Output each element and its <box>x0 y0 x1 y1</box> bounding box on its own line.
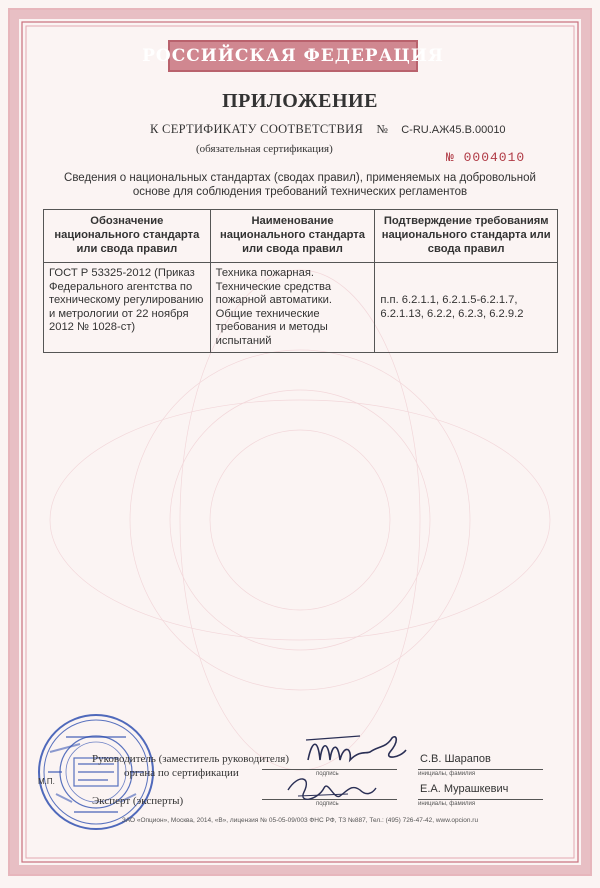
cell-name: Техника пожарная. Технические средства пожарной автоматики. Общие технические требования и методы испытаний <box>210 263 375 353</box>
seal-label: М.П. <box>38 777 55 786</box>
table-header-row <box>44 210 558 263</box>
standards-table <box>43 209 558 353</box>
certificate-number: C-RU.АЖ45.В.00010 <box>401 124 506 136</box>
head-name: С.В. Шарапов <box>420 753 491 765</box>
expert-signature-icon <box>278 770 378 810</box>
head-signature-icon <box>300 730 410 775</box>
header-confirmation: Подтверждение требованиям национального стандарта или свода правил <box>375 210 558 263</box>
intro-text: Сведения о национальных стандартах (сводах правил), применяемых на добровольной основе для соблюдения требований технических регламентов <box>64 172 536 198</box>
expert-signature-caption: подпись <box>316 801 339 807</box>
cell-confirmation: п.п. 6.2.1.1, 6.2.1.5-6.2.1.7, 6.2.1.13, 6.2.2, 6.2.3, 6.2.9.2 <box>375 263 558 353</box>
head-role-line1: Руководитель (заместитель руководителя) <box>92 753 289 765</box>
number-sign: № <box>376 122 388 136</box>
certificate-label: К СЕРТИФИКАТУ СООТВЕТСТВИЯ <box>150 122 364 136</box>
banner-text: РОССИЙСКАЯ ФЕДЕРАЦИЯ <box>142 46 444 66</box>
head-role-line2: органа по сертификации <box>124 767 239 779</box>
header-designation: Обозначение национального стандарта или свода правил <box>44 210 211 263</box>
document-title: ПРИЛОЖЕНИЕ <box>222 90 378 112</box>
country-banner <box>142 40 444 72</box>
table-row <box>44 263 558 353</box>
certificate-reference <box>150 122 506 137</box>
head-name-line <box>418 769 543 770</box>
expert-name-line <box>418 799 543 800</box>
expert-name: Е.А. Мурашкевич <box>420 783 509 795</box>
certification-type: (обязательная сертификация) <box>196 143 333 155</box>
head-name-caption: инициалы, фамилия <box>418 771 476 777</box>
header-name: Наименование национального стандарта или свода правил <box>210 210 375 263</box>
head-signature-caption: подпись <box>316 771 339 777</box>
expert-role: Эксперт (эксперты) <box>92 795 184 807</box>
blank-serial-number: № 0004010 <box>446 150 526 165</box>
expert-name-caption: инициалы, фамилия <box>418 801 476 807</box>
cell-designation: ГОСТ Р 53325-2012 (Приказ Федерального агентства по техническому регулированию и метрологии от 22 ноября 2012 № 1028-ст) <box>44 263 211 353</box>
printer-footer: ЗАО «Опцион», Москва, 2014, «В», лицензия № 05-05-09/003 ФНС РФ, ТЗ №887, Тел.: (495) 726-47-42, www.opcion.ru <box>121 817 479 824</box>
